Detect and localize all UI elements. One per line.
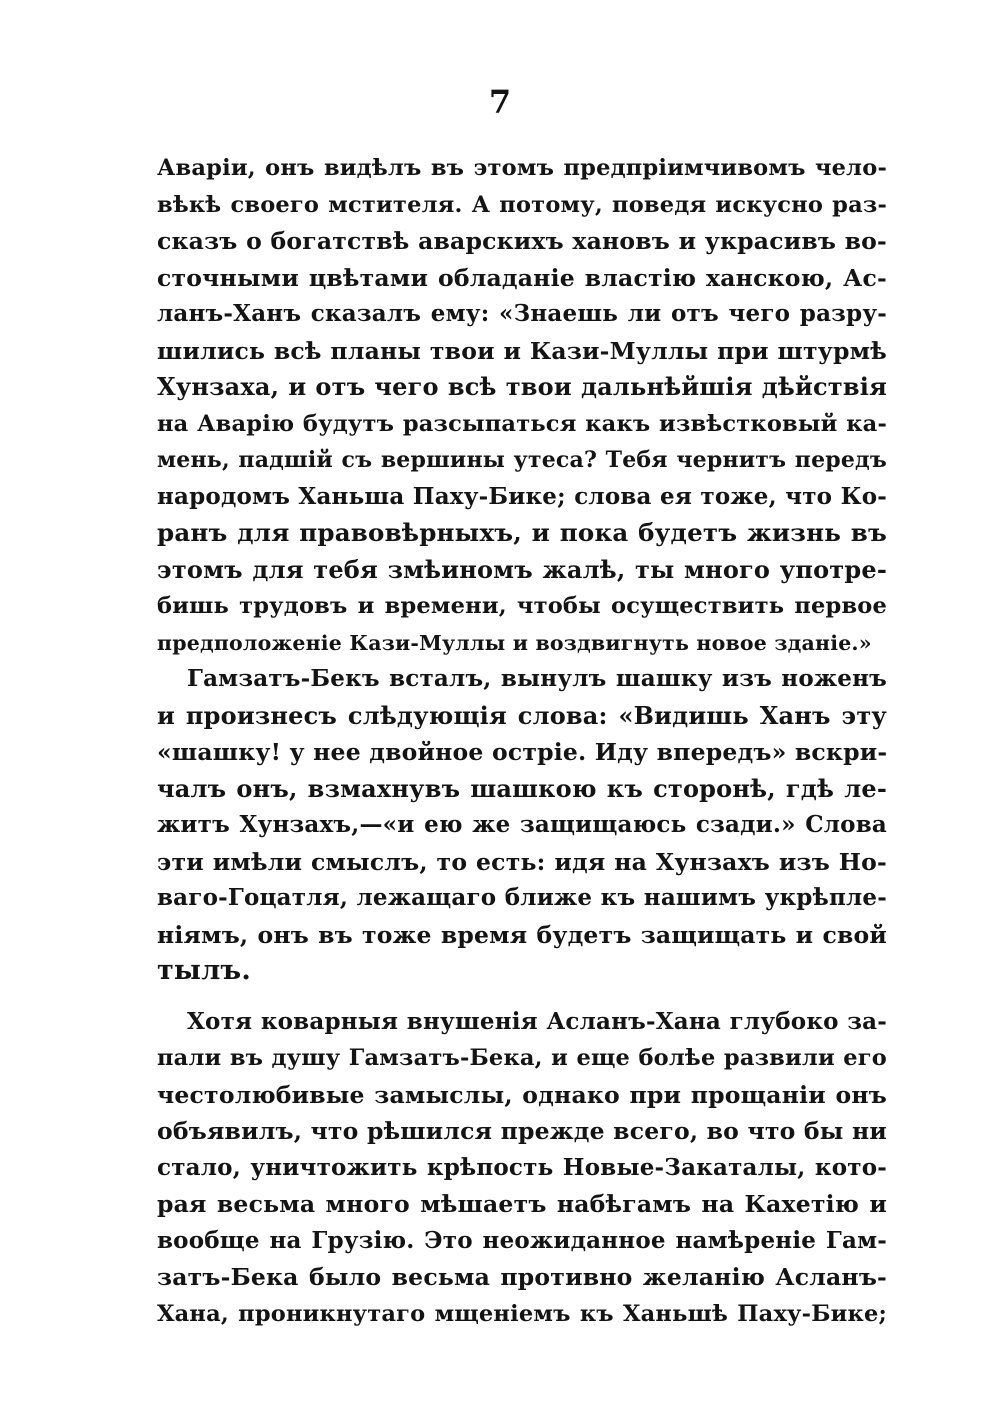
text-line: объявилъ, что рѣшился прежде всего, во что бы ни — [157, 1117, 887, 1145]
text-line: мень, падшій съ вершины утеса? Тебя чернитъ передъ — [157, 447, 887, 473]
text-line: предположеніе Кази-Муллы и воздвигнуть новое зданіе.» — [157, 630, 872, 655]
text-line: сказъ о богатствѣ аварскихъ хановъ и украсивъ во- — [157, 227, 887, 255]
text-line: Аваріи, онъ видѣлъ въ этомъ предпріимчивомъ чело- — [157, 155, 887, 181]
text-line: этомъ для тебя змѣиномъ жалѣ, ты много употре- — [157, 554, 887, 584]
text-line: чалъ онъ, взмахнувъ шашкою къ сторонѣ, гдѣ ле- — [157, 773, 887, 803]
text-line: шились всѣ планы твои и Кази-Муллы при штурмѣ — [157, 336, 887, 365]
text-line: тылъ. — [157, 955, 251, 986]
text-line: ніямъ, онъ въ тоже время будетъ защищать и свой — [157, 920, 887, 949]
text-line: рая весьма много мѣшаетъ набѣгамъ на Кахетію и — [157, 1190, 887, 1218]
paragraph-spacer — [157, 990, 887, 1004]
text-line: народомъ Ханьша Паху-Бике; слова ея тоже, что Ко- — [157, 482, 887, 510]
text-line: «шашку! у нее двойное остріе. Иду впередъ» вскри- — [157, 738, 887, 766]
text-line: стало, уничтожить крѣпость Новые-Закаталы, кото- — [157, 1153, 887, 1181]
text-line: ваго-Гоцатля, лежащаго ближе къ нашимъ укрѣпле- — [157, 884, 887, 911]
text-line: на Аварію будутъ разсыпаться какъ извѣстковый ка- — [157, 410, 887, 437]
text-line: честолюбивые замыслы, однако при прощаніи онъ — [157, 1080, 887, 1109]
text-line: сточными цвѣтами обладаніе властію ханскою, Ас- — [157, 263, 887, 292]
text-line: и произнесъ слѣдующія слова: «Видишь Ханъ эту — [157, 700, 887, 730]
text-line: Хотя коварныя внушенія Асланъ-Хана глубоко за- — [187, 1007, 887, 1035]
text-line: вообще на Грузію. Это неожиданное намѣреніе Гам- — [157, 1226, 887, 1254]
text-line: эти имѣли смыслъ, то есть: идя на Хунзахъ изъ Но- — [157, 847, 887, 876]
text-line: пали въ душу Гамзатъ-Бека, и еще болѣе развили его — [157, 1045, 887, 1071]
text-line: бишь трудовъ и времени, чтобы осуществить первое — [157, 593, 887, 619]
text-line: Гамзатъ-Бекъ всталъ, вынулъ шашку изъ ноженъ — [187, 665, 887, 692]
text-line: ранъ для правовѣрныхъ, и пока будетъ жизнь въ — [157, 518, 887, 547]
text-line: житъ Хунзахъ,—«и ею же защищаюсь сзади.» Слова — [157, 811, 887, 838]
page-number: 7 — [488, 83, 512, 121]
paragraph-3 — [157, 1004, 887, 1333]
body-text — [157, 150, 887, 1332]
paragraph-1 — [157, 150, 887, 661]
text-line: Хунзаха, и отъ чего всѣ твои дальнѣйшія дѣйствія — [157, 372, 887, 401]
text-line: Хана, проникнутаго мщеніемъ къ Ханьшѣ Паху-Бике; — [157, 1300, 887, 1327]
text-line: ланъ-Ханъ сказалъ ему: «Знаешь ли отъ чего разру- — [157, 300, 887, 327]
text-line: затъ-Бека было весьма противно желанію Асланъ- — [157, 1263, 887, 1291]
paragraph-2 — [157, 661, 887, 990]
text-line: вѣкѣ своего мстителя. А потому, поведя искусно раз- — [157, 191, 887, 218]
